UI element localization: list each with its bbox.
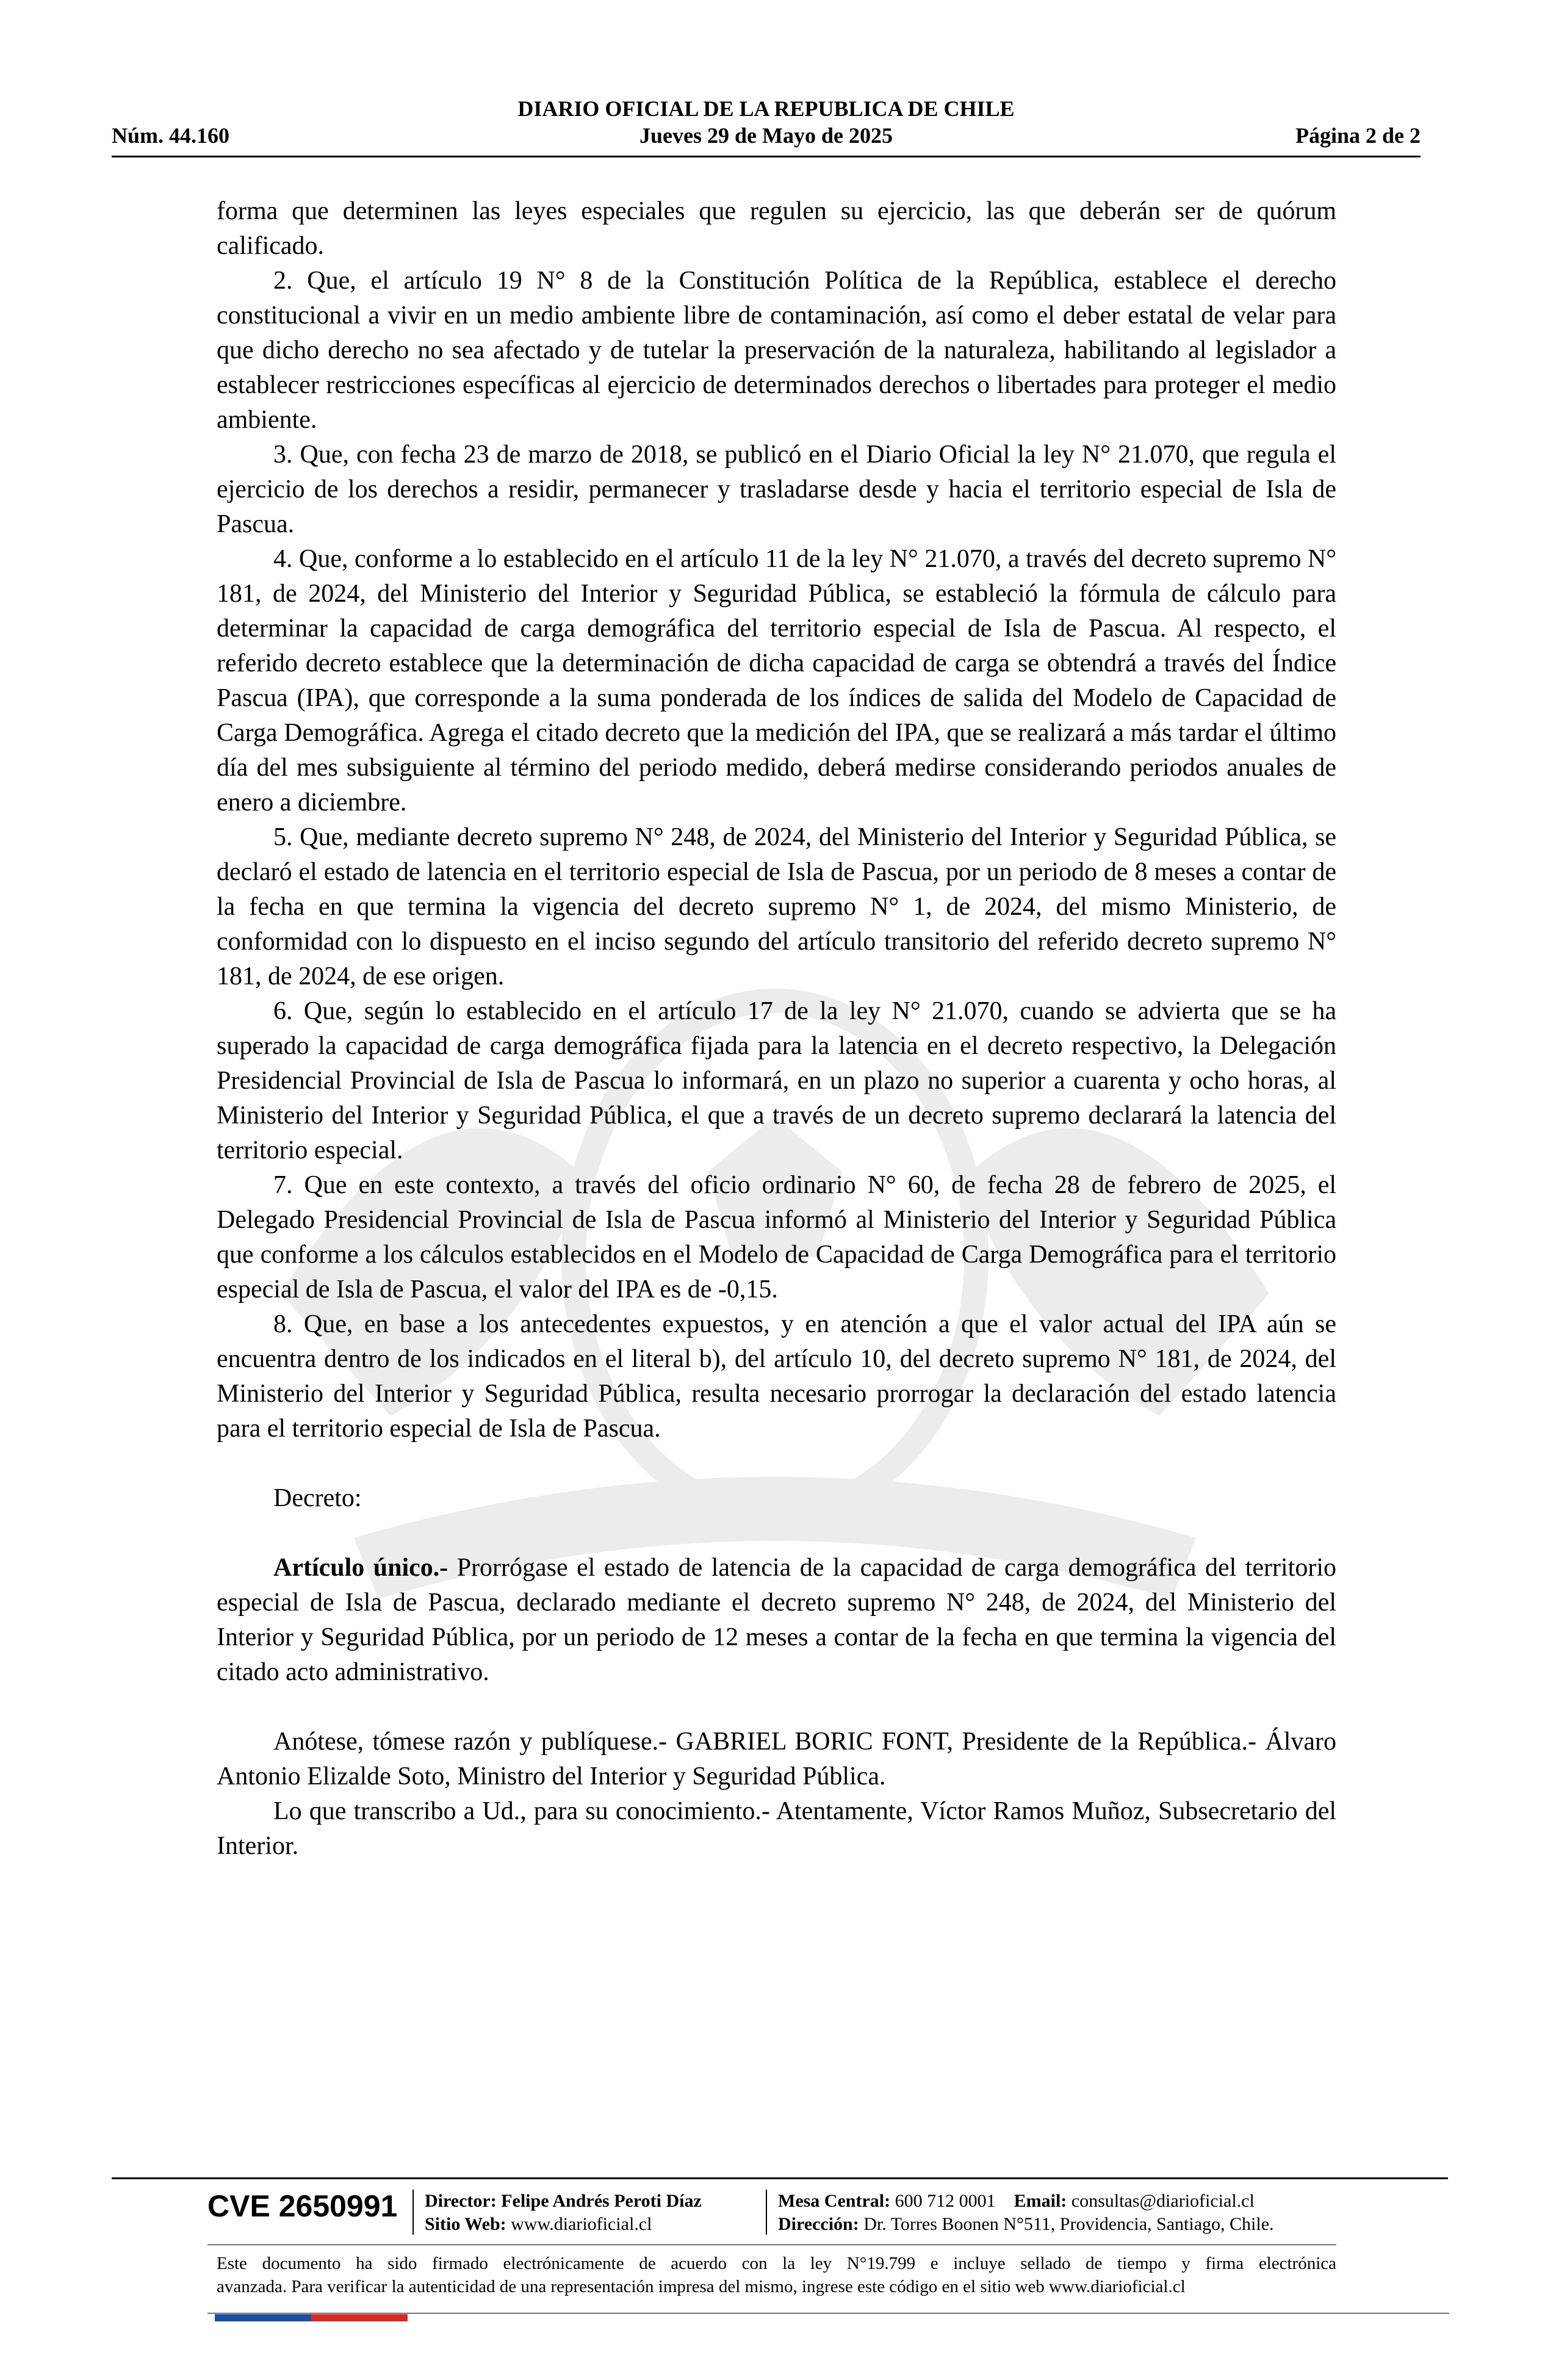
paragraph-6: 6. Que, según lo establecido en el artículo 17 de la ley N° 21.070, cuando se advierta que se ha superado la capacidad de carga demográfica fijada para la latencia en el decreto respectivo, la Delegación Presidencial Provincial de Isla de Pascua lo informará, en un plazo no superior a cuarenta y ocho horas, al Ministerio del Interior y Seguridad Pública, el que a través de un decreto supremo declarará la latencia del territorio especial.: [217, 997, 1336, 1164]
paragraph-4: 4. Que, conforme a lo establecido en el artículo 11 de la ley N° 21.070, a través del decreto supremo N° 181, de 2024, del Ministerio del Interior y Seguridad Pública, se estableció la fórmula de cálculo para determinar la capacidad de carga demográfica del territorio especial de Isla de Pascua. Al respecto, el referido decreto establece que la determinación de dicha capacidad de carga se obtendrá a través del Índice Pascua (IPA), que corresponde a la suma ponderada de los índices de salida del Modelo de Capacidad de Carga Demográfica. Agrega el citado decreto que la medición del IPA, que se realizará a más tardar el último día del mes subsiguiente al término del periodo medido, deberá medirse considerando periodos anuales de enero a diciembre.: [217, 545, 1336, 817]
legal-notice-line-2: avanzada. Para verificar la autenticidad de una representación impresa del mismo, ingrese este código en el sitio web www.diarioficial.cl: [217, 2277, 1186, 2296]
footer-director-block: [425, 2190, 702, 2236]
address-label: Dirección:: [778, 2214, 859, 2234]
phone-label: Mesa Central:: [778, 2191, 891, 2211]
issue-number: Núm. 44.160: [112, 123, 230, 148]
email-label: Email:: [1014, 2191, 1067, 2211]
paragraph-5: 5. Que, mediante decreto supremo N° 248, de 2024, del Ministerio del Interior y Seguridad Pública, se declaró el estado de latencia en el territorio especial de Isla de Pascua, por un periodo de 8 meses a contar de la fecha en que termina la vigencia del decreto supremo N° 1, de 2024, del mismo Ministerio, de conformidad con lo dispuesto en el inciso segundo del artículo transitorio del referido decreto supremo N° 181, de 2024, de ese origen.: [217, 823, 1336, 990]
director-name: Felipe Andrés Peroti Díaz: [501, 2191, 702, 2211]
articulo-unico: [217, 1551, 1336, 1690]
flag-stripe-blue: [215, 2314, 311, 2321]
website-label: Sitio Web:: [425, 2214, 506, 2234]
email-link[interactable]: consultas@diarioficial.cl: [1071, 2191, 1255, 2211]
address-value: Dr. Torres Boonen N°511, Providencia, Santiago, Chile.: [863, 2214, 1274, 2234]
phone-number: 600 712 0001: [895, 2191, 996, 2211]
newspaper-title: DIARIO OFICIAL DE LA REPUBLICA DE CHILE: [517, 96, 1015, 121]
signatures-paragraph: Anótese, tómese razón y publíquese.- GABRIEL BORIC FONT, Presidente de la República.- Álvaro Antonio Elizalde Soto, Ministro del Interior y Seguridad Pública.: [217, 1728, 1336, 1790]
footer-divider-top: [112, 2177, 1448, 2179]
articulo-lead: Artículo único.-: [273, 1554, 448, 1582]
decreto-heading: Decreto:: [273, 1484, 362, 1512]
transcription-paragraph: Lo que transcribo a Ud., para su conocimiento.- Atentamente, Víctor Ramos Muñoz, Subsecretario del Interior.: [217, 1797, 1336, 1860]
paragraph-2: 2. Que, el artículo 19 N° 8 de la Constitución Política de la República, establece el derecho constitucional a vivir en un medio ambiente libre de contaminación, así como el deber estatal de velar para que dicho derecho no sea afectado y de tutelar la preservación de la naturaleza, habilitando al legislador a establecer restricciones específicas al ejercicio de determinados derechos o libertades para proteger el medio ambiente.: [217, 267, 1336, 434]
director-label: Director:: [425, 2191, 497, 2211]
header-divider: [112, 156, 1421, 157]
footer-contact-block: [778, 2190, 1274, 2236]
articulo-text: Prorrógase el estado de latencia de la capacidad de carga demográfica del territorio especial de Isla de Pascua, declarado mediante el decreto supremo N° 248, de 2024, del Ministerio del Interior y Seguridad Pública, por un periodo de 12 meses a contar de la fecha en que termina la vigencia del citado acto administrativo.: [217, 1554, 1336, 1686]
footer-separator: [766, 2190, 767, 2235]
page-header: [112, 92, 1421, 159]
cve-code: CVE 2650991: [207, 2189, 398, 2223]
footer-separator: [412, 2190, 414, 2235]
page-indicator: Página 2 de 2: [1295, 123, 1421, 148]
decree-body: [217, 194, 1336, 1864]
website-link[interactable]: www.diarioficial.cl: [511, 2214, 652, 2234]
paragraph-7: 7. Que en este contexto, a través del oficio ordinario N° 60, de fecha 28 de febrero de 2025, el Delegado Presidencial Provincial de Isla de Pascua informó al Ministerio del Interior y Seguridad Pública que conforme a los cálculos establecidos en el Modelo de Capacidad de Carga Demográfica para el territorio especial de Isla de Pascua, el valor del IPA es de -0,15.: [217, 1171, 1336, 1304]
paragraph-8: 8. Que, en base a los antecedentes expuestos, y en atención a que el valor actual del IPA aún se encuentra dentro de los indicados en el literal b), del artículo 10, del decreto supremo N° 181, de 2024, del Ministerio del Interior y Seguridad Pública, resulta necesario prorrogar la declaración del estado latencia para el territorio especial de Isla de Pascua.: [217, 1310, 1336, 1443]
paragraph-continued: forma que determinen las leyes especiales que regulen su ejercicio, las que deberán ser de quórum calificado.: [217, 197, 1336, 260]
paragraph-3: 3. Que, con fecha 23 de marzo de 2018, se publicó en el Diario Oficial la ley N° 21.070, que regula el ejercicio de los derechos a residir, permanecer y trasladarse desde y hacia el territorio especial de Isla de Pascua.: [217, 441, 1336, 538]
flag-stripe-red: [311, 2314, 408, 2321]
legal-notice-line-1: Este documento ha sido firmado electrónicamente de acuerdo con la ley N°19.799 e incluye sellado de tiempo y firma electrónica: [217, 2254, 1336, 2273]
issue-date: Jueves 29 de Mayo de 2025: [639, 123, 893, 148]
